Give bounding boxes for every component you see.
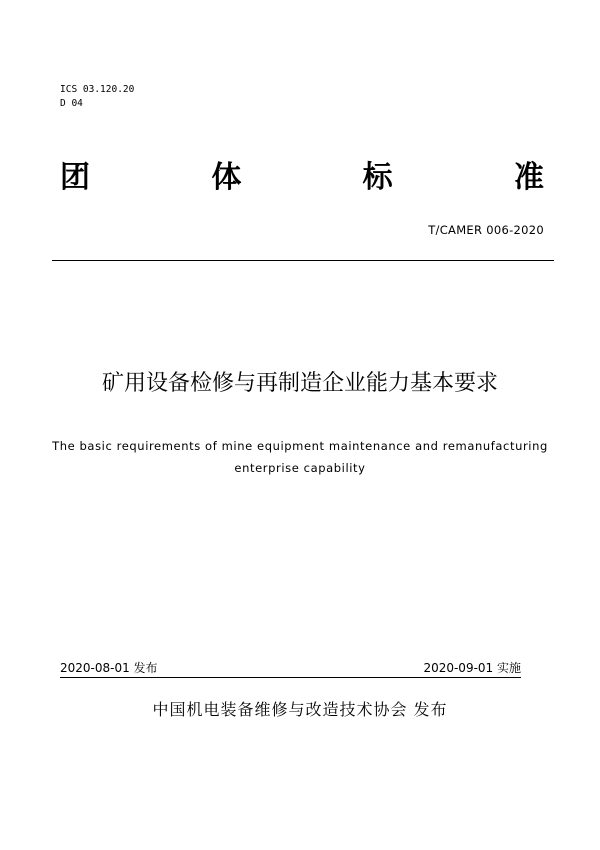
ccs-code: D 04 bbox=[60, 98, 83, 109]
publisher: 中国机电装备维修与改造技术协会 发布 bbox=[152, 700, 448, 719]
header-divider bbox=[52, 260, 554, 261]
implementation-date: 2020-09-01 实施 bbox=[423, 661, 521, 675]
standard-type-heading bbox=[60, 158, 544, 198]
standard-type-char: 标 bbox=[362, 160, 393, 195]
standard-type-char: 体 bbox=[211, 160, 242, 195]
standard-number: T/CAMER 006-2020 bbox=[428, 223, 544, 237]
standard-type-char: 团 bbox=[60, 160, 90, 195]
standard-type-char: 准 bbox=[513, 160, 544, 195]
ics-code: ICS 03.120.20 bbox=[60, 84, 135, 95]
publish-date: 2020-08-01 发布 bbox=[60, 661, 158, 675]
footer-divider bbox=[60, 677, 521, 678]
title-chinese: 矿用设备检修与再制造企业能力基本要求 bbox=[101, 371, 498, 396]
title-english: The basic requirements of mine equipment maintenance and remanufacturing enterprise capability bbox=[52, 439, 548, 475]
